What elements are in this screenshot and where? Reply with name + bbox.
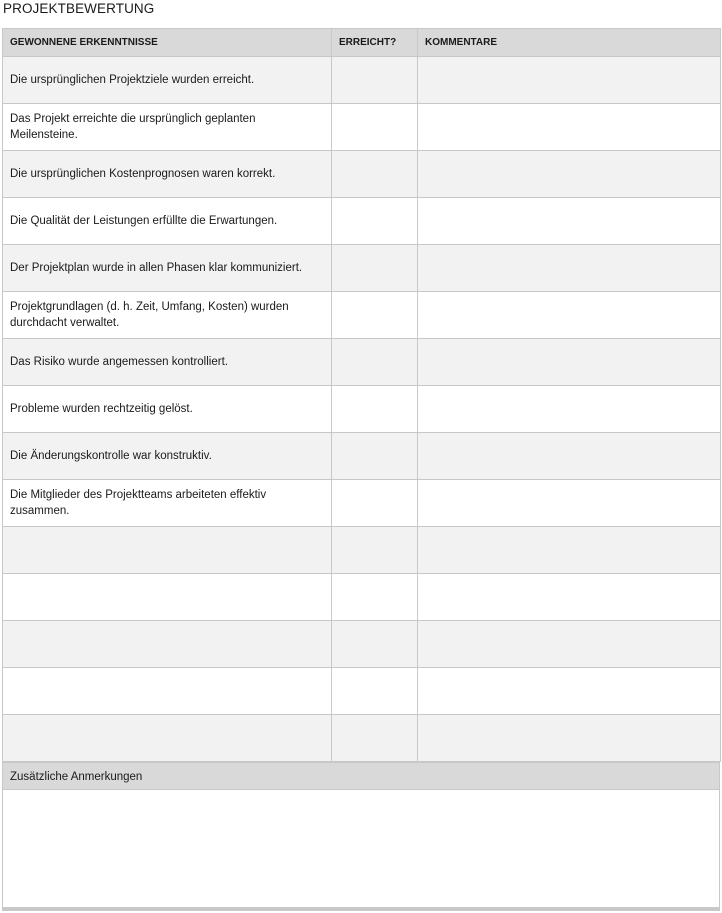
table-header-row — [3, 29, 721, 57]
comment-cell[interactable] — [418, 292, 721, 339]
comment-cell[interactable] — [418, 386, 721, 433]
comment-cell[interactable] — [418, 433, 721, 480]
table-row — [3, 574, 721, 621]
lesson-cell: Die Qualität der Leistungen erfüllte die Erwartungen. — [3, 198, 332, 245]
bottom-divider — [2, 907, 720, 911]
lesson-cell — [3, 715, 332, 762]
comment-cell[interactable] — [418, 621, 721, 668]
table-row — [3, 433, 721, 480]
comment-cell[interactable] — [418, 574, 721, 621]
lesson-cell: Das Risiko wurde angemessen kontrolliert. — [3, 339, 332, 386]
lesson-cell: Probleme wurden rechtzeitig gelöst. — [3, 386, 332, 433]
table-row — [3, 386, 721, 433]
lesson-cell — [3, 621, 332, 668]
table-row — [3, 668, 721, 715]
evaluation-table — [2, 28, 721, 762]
comment-cell[interactable] — [418, 198, 721, 245]
table-row — [3, 339, 721, 386]
lesson-cell: Die Mitglieder des Projektteams arbeiteten effektiv zusammen. — [3, 480, 332, 527]
achieved-cell[interactable] — [332, 715, 418, 762]
table-row — [3, 151, 721, 198]
lesson-cell — [3, 668, 332, 715]
table-row — [3, 245, 721, 292]
achieved-cell[interactable] — [332, 151, 418, 198]
table-row — [3, 292, 721, 339]
comment-cell[interactable] — [418, 57, 721, 104]
lesson-cell: Die ursprünglichen Projektziele wurden erreicht. — [3, 57, 332, 104]
achieved-cell[interactable] — [332, 574, 418, 621]
table-row — [3, 198, 721, 245]
comment-cell[interactable] — [418, 339, 721, 386]
achieved-cell[interactable] — [332, 104, 418, 151]
comment-cell[interactable] — [418, 104, 721, 151]
comment-cell[interactable] — [418, 151, 721, 198]
notes-label: Zusätzliche Anmerkungen — [2, 762, 720, 790]
lesson-cell: Das Projekt erreichte die ursprünglich geplanten Meilensteine. — [3, 104, 332, 151]
achieved-cell[interactable] — [332, 292, 418, 339]
table-row — [3, 715, 721, 762]
achieved-cell[interactable] — [332, 527, 418, 574]
notes-field[interactable] — [2, 789, 720, 908]
column-header-achieved: ERREICHT? — [332, 29, 418, 57]
table-row — [3, 621, 721, 668]
table-row — [3, 527, 721, 574]
achieved-cell[interactable] — [332, 480, 418, 527]
achieved-cell[interactable] — [332, 57, 418, 104]
achieved-cell[interactable] — [332, 339, 418, 386]
comment-cell[interactable] — [418, 245, 721, 292]
column-header-comments: KOMMENTARE — [418, 29, 721, 57]
achieved-cell[interactable] — [332, 433, 418, 480]
comment-cell[interactable] — [418, 715, 721, 762]
achieved-cell[interactable] — [332, 621, 418, 668]
lesson-cell — [3, 527, 332, 574]
column-header-lessons: GEWONNENE ERKENNTNISSE — [3, 29, 332, 57]
page-title: PROJEKTBEWERTUNG — [3, 1, 155, 16]
comment-cell[interactable] — [418, 527, 721, 574]
lesson-cell: Projektgrundlagen (d. h. Zeit, Umfang, Kosten) wurden durchdacht verwaltet. — [3, 292, 332, 339]
achieved-cell[interactable] — [332, 668, 418, 715]
table-row — [3, 57, 721, 104]
achieved-cell[interactable] — [332, 198, 418, 245]
lesson-cell: Die Änderungskontrolle war konstruktiv. — [3, 433, 332, 480]
lesson-cell — [3, 574, 332, 621]
table-row — [3, 480, 721, 527]
achieved-cell[interactable] — [332, 245, 418, 292]
comment-cell[interactable] — [418, 668, 721, 715]
comment-cell[interactable] — [418, 480, 721, 527]
lesson-cell: Die ursprünglichen Kostenprognosen waren korrekt. — [3, 151, 332, 198]
table-row — [3, 104, 721, 151]
achieved-cell[interactable] — [332, 386, 418, 433]
lesson-cell: Der Projektplan wurde in allen Phasen klar kommuniziert. — [3, 245, 332, 292]
